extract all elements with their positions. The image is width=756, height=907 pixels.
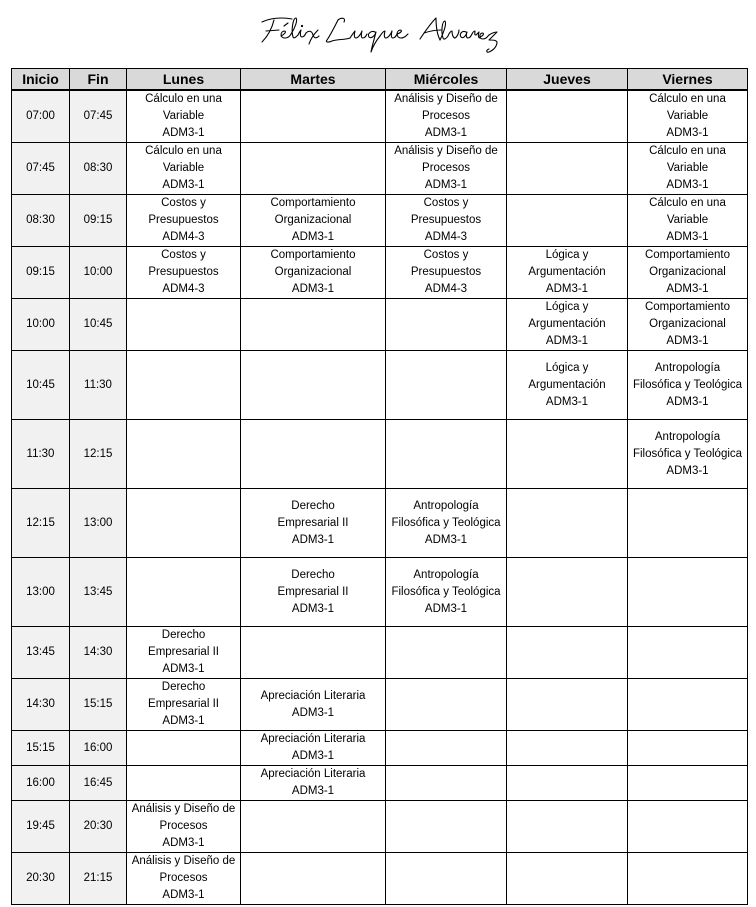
cell-text-line: Presupuestos (410, 266, 482, 278)
cell-martes (241, 299, 386, 351)
header-martes: Martes (241, 69, 386, 91)
cell-viernes (628, 420, 748, 489)
cell-text-line: Variable (666, 214, 709, 226)
cell-text-line: Antropología (413, 568, 479, 581)
cell-viernes (628, 558, 748, 627)
cell-inicio: 14:30 (12, 679, 70, 731)
cell-martes (241, 143, 386, 195)
cell-text-line: Organizacional (649, 318, 726, 330)
cell-miercoles (386, 558, 507, 627)
cell-text-line: Variable (162, 162, 205, 174)
cell-text-line: Presupuestos (148, 214, 219, 226)
table-row (12, 766, 748, 801)
cell-jueves (507, 299, 628, 351)
cell-text-line: Argumentación (528, 266, 606, 278)
cell-fin: 12:15 (70, 420, 127, 489)
cell-text-line: ADM3-1 (291, 602, 335, 615)
cell-text-line: Antropología (413, 499, 479, 512)
cell-inicio: 19:45 (12, 801, 70, 853)
cell-martes (241, 679, 386, 731)
cell-text-line: Derecho (161, 629, 206, 641)
cell-miercoles (386, 143, 507, 195)
cell-text-line: ADM3-1 (291, 785, 335, 797)
cell-martes (241, 420, 386, 489)
cell-text-line: Procesos (422, 110, 470, 122)
cell-inicio: 08:30 (12, 195, 70, 247)
cell-miercoles (386, 766, 507, 801)
cell-viernes (628, 351, 748, 420)
signature (0, 0, 756, 62)
cell-martes (241, 558, 386, 627)
cell-jueves (507, 766, 628, 801)
cell-inicio: 13:00 (12, 558, 70, 627)
cell-fin: 13:00 (70, 489, 127, 558)
cell-text-line: ADM3-1 (666, 127, 709, 139)
cell-text-line: ADM3-1 (666, 395, 709, 408)
cell-miercoles (386, 90, 507, 143)
cell-jueves (507, 143, 628, 195)
cell-text-line: Costos y (423, 197, 469, 209)
signature-image (0, 0, 756, 62)
cell-viernes (628, 143, 748, 195)
cell-martes (241, 90, 386, 143)
table-row (12, 558, 748, 627)
cell-text-line: ADM3-1 (424, 533, 468, 546)
cell-fin: 13:45 (70, 558, 127, 627)
cell-inicio: 11:30 (12, 420, 70, 489)
cell-miercoles (386, 853, 507, 905)
table-row (12, 143, 748, 195)
cell-inicio: 15:15 (12, 731, 70, 766)
cell-lunes (127, 420, 241, 489)
cell-inicio: 12:15 (12, 489, 70, 558)
table-row (12, 627, 748, 679)
table-row (12, 351, 748, 420)
cell-viernes (628, 731, 748, 766)
cell-miercoles (386, 627, 507, 679)
cell-text-line: ADM3-1 (666, 335, 709, 347)
cell-lunes (127, 731, 241, 766)
cell-lunes (127, 627, 241, 679)
cell-martes (241, 195, 386, 247)
cell-text-line: Cálculo en una (649, 197, 726, 209)
cell-text-line: ADM3-1 (291, 533, 335, 546)
cell-text-line: ADM3-1 (291, 283, 335, 295)
cell-viernes (628, 195, 748, 247)
header-fin: Fin (70, 69, 127, 91)
cell-fin: 08:30 (70, 143, 127, 195)
cell-martes (241, 351, 386, 420)
cell-martes (241, 627, 386, 679)
cell-text-line: Cálculo en una (649, 145, 726, 157)
cell-fin: 15:15 (70, 679, 127, 731)
cell-text-line: ADM3-1 (291, 706, 335, 719)
cell-text-line: Procesos (422, 162, 470, 174)
schedule-body (12, 90, 748, 905)
cell-text-line: ADM3-1 (424, 602, 468, 615)
cell-text-line: Empresarial II (148, 698, 219, 710)
cell-text-line: Costos y (161, 197, 206, 209)
cell-text-line: Apreciación Literaria (260, 689, 366, 702)
table-row (12, 489, 748, 558)
cell-text-line: Presupuestos (410, 214, 482, 226)
cell-lunes (127, 489, 241, 558)
table-row (12, 247, 748, 299)
cell-text-line: ADM3-1 (666, 179, 709, 191)
cell-fin: 16:00 (70, 731, 127, 766)
cell-miercoles (386, 299, 507, 351)
cell-viernes (628, 489, 748, 558)
cell-martes (241, 731, 386, 766)
cell-text-line: Costos y (161, 249, 206, 261)
cell-text-line: Procesos (159, 820, 208, 832)
cell-viernes (628, 627, 748, 679)
cell-text-line: ADM3-1 (545, 335, 589, 347)
cell-martes (241, 853, 386, 905)
cell-text-line: ADM3-1 (162, 179, 205, 191)
cell-jueves (507, 731, 628, 766)
cell-text-line: ADM4-3 (162, 231, 205, 243)
cell-viernes (628, 90, 748, 143)
cell-inicio: 20:30 (12, 853, 70, 905)
cell-lunes (127, 195, 241, 247)
cell-text-line: Cálculo en una (145, 93, 222, 105)
cell-text-line: ADM4-3 (162, 283, 205, 295)
header-lunes: Lunes (127, 69, 241, 91)
cell-text-line: Derecho (291, 568, 335, 581)
cell-inicio: 07:00 (12, 90, 70, 143)
cell-fin: 11:30 (70, 351, 127, 420)
cell-text-line: Derecho (161, 681, 206, 693)
cell-inicio: 09:15 (12, 247, 70, 299)
cell-fin: 10:00 (70, 247, 127, 299)
cell-text-line: Antropología (654, 361, 721, 374)
cell-text-line: ADM3-1 (291, 231, 335, 243)
cell-text-line: Organizacional (274, 266, 352, 278)
cell-fin: 10:45 (70, 299, 127, 351)
cell-text-line: ADM3-1 (162, 889, 205, 901)
cell-lunes (127, 853, 241, 905)
cell-text-line: ADM3-1 (424, 179, 468, 191)
table-row (12, 420, 748, 489)
cell-miercoles (386, 489, 507, 558)
table-row (12, 731, 748, 766)
cell-lunes (127, 766, 241, 801)
cell-inicio: 13:45 (12, 627, 70, 679)
cell-lunes (127, 90, 241, 143)
cell-text-line: Análisis y Diseño de (131, 803, 236, 815)
cell-text-line: Comportamiento (270, 249, 356, 261)
cell-text-line: ADM3-1 (424, 127, 468, 139)
cell-jueves (507, 558, 628, 627)
cell-text-line: Empresarial II (148, 646, 219, 658)
cell-miercoles (386, 679, 507, 731)
cell-text-line: ADM3-1 (162, 715, 205, 727)
cell-text-line: Apreciación Literaria (260, 768, 366, 780)
cell-text-line: Empresarial II (277, 516, 349, 529)
cell-text-line: Filosófica y Teológica (632, 447, 743, 460)
cell-text-line: Apreciación Literaria (260, 733, 366, 745)
table-row (12, 90, 748, 143)
cell-text-line: Variable (162, 110, 205, 122)
cell-text-line: Comportamiento (644, 301, 730, 313)
cell-text-line: Argumentación (528, 318, 606, 330)
cell-text-line: Análisis y Diseño de (131, 855, 236, 867)
cell-inicio: 07:45 (12, 143, 70, 195)
header-inicio: Inicio (12, 69, 70, 91)
cell-text-line: ADM3-1 (545, 283, 589, 295)
cell-text-line: Organizacional (274, 214, 352, 226)
cell-text-line: ADM3-1 (162, 837, 205, 849)
cell-text-line: Variable (666, 110, 709, 122)
cell-jueves (507, 420, 628, 489)
cell-miercoles (386, 731, 507, 766)
cell-jueves (507, 679, 628, 731)
cell-martes (241, 489, 386, 558)
cell-martes (241, 766, 386, 801)
cell-text-line: Variable (666, 162, 709, 174)
cell-lunes (127, 801, 241, 853)
cell-text-line: ADM4-3 (424, 231, 468, 243)
cell-text-line: Comportamiento (644, 249, 730, 261)
header-miercoles: Miércoles (386, 69, 507, 91)
cell-text-line: Cálculo en una (649, 93, 726, 105)
cell-miercoles (386, 247, 507, 299)
cell-jueves (507, 351, 628, 420)
cell-miercoles (386, 195, 507, 247)
table-row (12, 195, 748, 247)
table-row (12, 801, 748, 853)
cell-lunes (127, 351, 241, 420)
cell-viernes (628, 247, 748, 299)
cell-text-line: ADM3-1 (666, 231, 709, 243)
cell-text-line: ADM3-1 (162, 127, 205, 139)
cell-text-line: Derecho (291, 499, 335, 512)
cell-jueves (507, 853, 628, 905)
cell-lunes (127, 679, 241, 731)
cell-jueves (507, 195, 628, 247)
cell-text-line: Filosófica y Teológica (391, 585, 501, 598)
cell-jueves (507, 247, 628, 299)
cell-text-line: ADM4-3 (424, 283, 468, 295)
cell-martes (241, 801, 386, 853)
cell-fin: 20:30 (70, 801, 127, 853)
schedule-table (11, 68, 748, 905)
cell-text-line: ADM3-1 (666, 283, 709, 295)
cell-fin: 07:45 (70, 90, 127, 143)
cell-text-line: ADM3-1 (291, 750, 335, 762)
cell-text-line: ADM3-1 (162, 663, 205, 675)
cell-viernes (628, 853, 748, 905)
cell-text-line: ADM3-1 (545, 395, 589, 408)
cell-jueves (507, 627, 628, 679)
cell-lunes (127, 143, 241, 195)
cell-text-line: ADM3-1 (666, 464, 709, 477)
cell-fin: 16:45 (70, 766, 127, 801)
cell-jueves (507, 801, 628, 853)
cell-inicio: 10:45 (12, 351, 70, 420)
cell-text-line: Presupuestos (148, 266, 219, 278)
header-viernes: Viernes (628, 69, 748, 91)
cell-text-line: Lógica y (545, 249, 589, 261)
cell-miercoles (386, 801, 507, 853)
cell-text-line: Comportamiento (270, 197, 356, 209)
cell-miercoles (386, 420, 507, 489)
cell-text-line: Análisis y Diseño de (394, 145, 498, 157)
cell-text-line: Lógica y (545, 301, 589, 313)
cell-text-line: Costos y (423, 249, 469, 261)
cell-text-line: Argumentación (528, 378, 606, 391)
table-row (12, 853, 748, 905)
cell-viernes (628, 766, 748, 801)
cell-text-line: Filosófica y Teológica (391, 516, 501, 529)
cell-text-line: Antropología (654, 430, 721, 443)
cell-jueves (507, 489, 628, 558)
header-jueves: Jueves (507, 69, 628, 91)
header-row (12, 69, 748, 91)
cell-lunes (127, 558, 241, 627)
cell-fin: 09:15 (70, 195, 127, 247)
cell-text-line: Cálculo en una (145, 145, 222, 157)
cell-martes (241, 247, 386, 299)
cell-text-line: Análisis y Diseño de (394, 93, 498, 105)
cell-jueves (507, 90, 628, 143)
cell-text-line: Organizacional (649, 266, 726, 278)
cell-inicio: 16:00 (12, 766, 70, 801)
cell-lunes (127, 299, 241, 351)
table-row (12, 679, 748, 731)
cell-lunes (127, 247, 241, 299)
cell-fin: 21:15 (70, 853, 127, 905)
table-row (12, 299, 748, 351)
cell-text-line: Empresarial II (277, 585, 349, 598)
cell-text-line: Lógica y (545, 361, 589, 374)
cell-inicio: 10:00 (12, 299, 70, 351)
cell-viernes (628, 299, 748, 351)
cell-fin: 14:30 (70, 627, 127, 679)
cell-miercoles (386, 351, 507, 420)
cell-text-line: Procesos (159, 872, 208, 884)
cell-viernes (628, 679, 748, 731)
cell-viernes (628, 801, 748, 853)
cell-text-line: Filosófica y Teológica (632, 378, 743, 391)
